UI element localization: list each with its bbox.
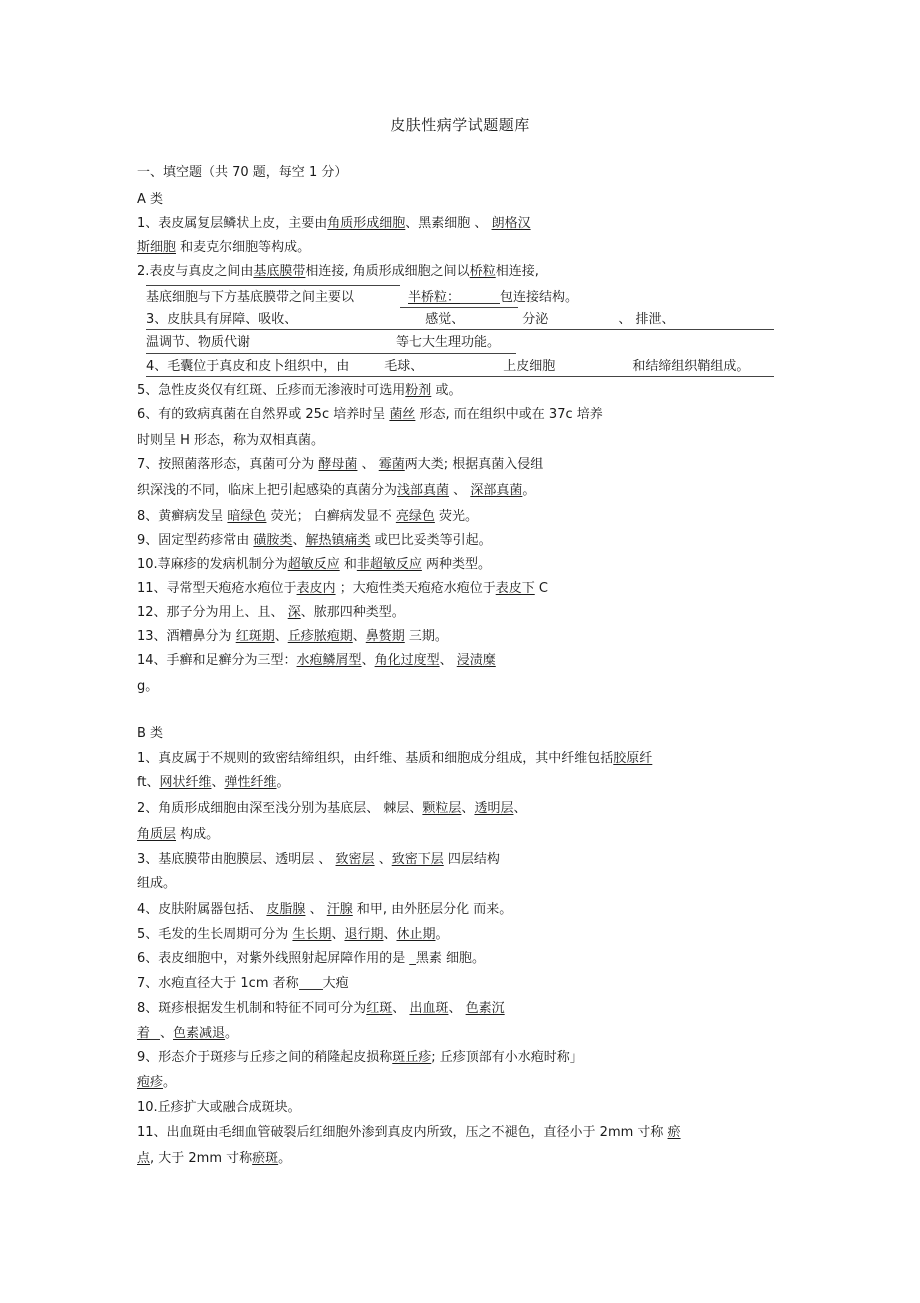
question-a2-cont: 基底细胞与下方基底膜带之间主要以 半桥粒： 包连接结构。 — [146, 290, 579, 305]
question-b4: 4、皮肤附属器包括、 皮脂腺 、 汗腺 和甲, 由外胚层分化 而来。 — [137, 902, 513, 917]
section-heading: 一、填空题（共 70 题，每空 1 分） — [137, 165, 348, 180]
question-a7: 7、按照菌落形态，真菌可分为 酵母菌 、 霉菌两大类; 根据真菌入侵组 — [137, 457, 544, 472]
question-b11: 11、出血斑由毛细血管破裂后红细胞外渗到真皮内所致，压之不褪色，直径小于 2mm 寸称 瘀 — [137, 1125, 681, 1140]
class-a-heading: A 类 — [137, 192, 164, 207]
question-a13: 13、酒糟鼻分为 红斑期、丘疹脓疱期、鼻赘期 三期。 — [137, 629, 448, 644]
question-a10: 10.荨麻疹的发病机制分为超敏反应 和非超敏反应 两种类型。 — [137, 557, 492, 572]
question-b7: 7、水疱直径大于 1cm 者称 大疱 — [137, 976, 349, 991]
class-b-heading: B 类 — [137, 726, 164, 741]
table-rule — [146, 329, 774, 330]
question-b1-cont: ft、网状纤维、弹性纤维。 — [137, 775, 290, 790]
question-a4: 4、毛囊位于真皮和皮卜组织中，由 毛球、 上皮细胞 和结缔组织鞘组成。 — [146, 359, 750, 374]
question-b3-cont: 组成。 — [137, 876, 177, 891]
question-a1-cont: 斯细胞 和麦克尔细胞等构成。 — [137, 240, 311, 255]
question-b2: 2、角质形成细胞由深至浅分别为基底层、 棘层、颗粒层、透明层、 — [137, 801, 527, 816]
question-a14: 14、手癣和足癣分为三型：水疱鳞屑型、角化过度型、 浸渍糜 — [137, 653, 496, 668]
question-a1: 1、表皮属复层鳞状上皮，主要由角质形成细胞、黑素细胞 、 朗格汉 — [137, 216, 531, 231]
question-b5: 5、毛发的生长周期可分为 生长期、退行期、休止期。 — [137, 927, 449, 942]
question-b8-cont: 着 、色素减退。 — [137, 1026, 239, 1041]
question-a7-cont: 织深浅的不同，临床上把引起感染的真菌分为浅部真菌 、 深部真菌。 — [137, 483, 536, 498]
question-a12: 12、那子分为用上、且、 深、脓那四种类型。 — [137, 605, 405, 620]
question-a11: 11、寻常型天疱疮水疱位于表皮内 ；大疱性类天疱疮水疱位于表皮下 C — [137, 581, 548, 596]
question-a5: 5、急性皮炎仅有红斑、丘疹而无渗液时可选用粉剂 或。 — [137, 383, 462, 398]
question-b2-cont: 角质层 构成。 — [137, 827, 220, 842]
question-b11-cont: 点, 大于 2mm 寸称瘀斑。 — [137, 1151, 292, 1166]
question-a14-cont: g。 — [137, 679, 159, 694]
question-b1: 1、真皮属于不规则的致密结缔组织，由纤维、基质和细胞成分组成，其中纤维包括胶原纤 — [137, 751, 653, 766]
question-a3-cont: 温调节、物质代谢 等七大生理功能。 — [146, 335, 501, 350]
table-rule — [146, 376, 774, 377]
question-b9-cont: 疱疹。 — [137, 1075, 177, 1090]
question-a6: 6、有的致病真菌在自然界或 25c 培养时呈 菌丝 形态, 而在组织中或在 37c 培养 — [137, 407, 603, 422]
page-title: 皮肤性病学试题题库 — [390, 116, 530, 134]
table-rule — [146, 285, 400, 286]
question-b6: 6、表皮细胞中，对紫外线照射起屏障作用的是 _黑素 细胞。 — [137, 951, 486, 966]
question-a9: 9、固定型药疹常由 磺胺类、解热镇痛类 或巴比妥类等引起。 — [137, 533, 492, 548]
question-b3: 3、基底膜带由胞膜层、透明层 、 致密层 、致密下层 四层结构 — [137, 852, 500, 867]
question-b10: 10.丘疹扩大或融合成斑块。 — [137, 1100, 301, 1115]
question-b9: 9、形态介于斑疹与丘疹之间的稍隆起皮损称斑丘疹; 丘疹顶部有小水疱时称」 — [137, 1050, 583, 1065]
blank-rule — [400, 307, 518, 308]
question-a6-cont: 时则呈 H 形态，称为双相真菌。 — [137, 433, 325, 448]
question-b8: 8、斑疹根据发生机制和特征不同可分为红斑、 出血斑、 色素沉 — [137, 1001, 505, 1016]
question-a2: 2.表皮与真皮之间由基底膜带相连接, 角质形成细胞之间以桥粒相连接, — [137, 264, 539, 279]
table-rule — [146, 353, 516, 354]
question-a8: 8、黄癣病发呈 暗绿色 荧光； 白癣病发显不 亮绿色 荧光。 — [137, 509, 479, 524]
question-a3: 3、皮肤具有屏障、吸收、 感觉、 分泌 、 排泄、 — [146, 312, 675, 327]
